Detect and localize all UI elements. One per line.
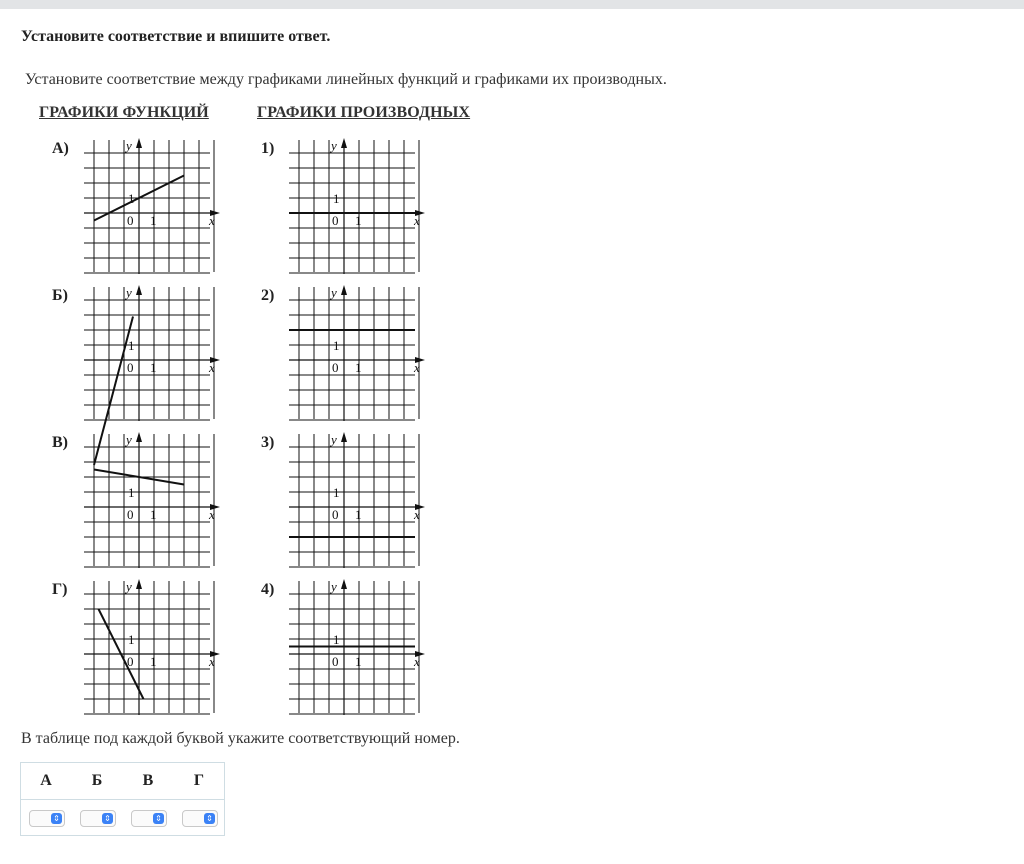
answer-select-v[interactable] [131,810,167,827]
grid [84,434,214,567]
task-title: Установите соответствие и впишите ответ. [21,28,331,45]
y-axis-arrow-icon [341,432,347,442]
derivative-graph-3 [289,432,425,568]
answer-header-g: Г [193,772,205,789]
y-axis-arrow-icon [136,285,142,295]
grid [84,287,214,420]
task-text: Установите соответствие между графиками линейных функций и графиками их производных. [25,71,667,88]
y-tick-label-1: 1 [128,338,135,353]
origin-label: 0 [127,360,134,375]
x-axis-label: x [209,507,215,522]
derivative-label-4: 4) [261,581,275,598]
x-axis-label: x [414,213,420,228]
answer-select-b[interactable] [80,810,116,827]
y-axis-arrow-icon [341,285,347,295]
function-label-g: Г) [52,581,68,598]
y-tick-label-1: 1 [333,632,340,647]
x-tick-label-1: 1 [355,507,362,522]
y-tick-label-1: 1 [128,632,135,647]
y-axis-label: y [331,579,337,594]
x-axis-label: x [209,213,215,228]
derivative-graph-4 [289,579,425,715]
grid [289,140,419,273]
derivative-label-2: 2) [261,287,275,304]
y-axis-arrow-icon [136,579,142,589]
y-axis-arrow-icon [341,579,347,589]
function-graph-v [84,432,220,568]
y-axis-label: y [126,285,132,300]
x-tick-label-1: 1 [355,654,362,669]
origin-label: 0 [332,507,339,522]
origin-label: 0 [127,507,134,522]
y-axis-arrow-icon [136,432,142,442]
top-bar [0,0,1024,9]
function-graph-g [84,579,220,715]
y-tick-label-1: 1 [333,338,340,353]
answer-select-g[interactable] [182,810,218,827]
answer-instructions: В таблице под каждой буквой укажите соответствующий номер. [21,730,460,747]
x-axis-label: x [209,654,215,669]
origin-label: 0 [332,360,339,375]
y-tick-label-1: 1 [333,485,340,500]
grid [84,581,214,714]
x-tick-label-1: 1 [150,654,157,669]
select-arrows-icon: ⇕ [153,813,164,824]
y-axis-label: y [126,579,132,594]
x-tick-label-1: 1 [150,507,157,522]
answer-select-a[interactable] [29,810,65,827]
function-label-a: А) [52,140,69,157]
origin-label: 0 [332,654,339,669]
y-axis-label: y [126,432,132,447]
origin-label: 0 [332,213,339,228]
y-tick-label-1: 1 [333,191,340,206]
y-axis-label: y [331,432,337,447]
answer-header-b: Б [91,772,103,789]
select-arrows-icon: ⇕ [102,813,113,824]
functions-column-header: ГРАФИКИ ФУНКЦИЙ [39,104,209,121]
derivatives-column-header: ГРАФИКИ ПРОИЗВОДНЫХ [257,104,471,121]
derivative-graph-1 [289,138,425,274]
x-tick-label-1: 1 [150,360,157,375]
answer-header-v: В [142,772,154,789]
y-axis-label: y [331,138,337,153]
x-tick-label-1: 1 [355,213,362,228]
x-tick-label-1: 1 [355,360,362,375]
y-tick-label-1: 1 [128,191,135,206]
answer-header-a: А [40,772,52,789]
function-graph-b [84,285,220,421]
function-label-v: В) [52,434,68,451]
y-tick-label-1: 1 [128,485,135,500]
select-arrows-icon: ⇕ [204,813,215,824]
select-arrows-icon: ⇕ [51,813,62,824]
y-axis-arrow-icon [341,138,347,148]
y-axis-label: y [331,285,337,300]
function-graph-a [84,138,220,274]
function-label-b: Б) [52,287,68,304]
derivative-graph-2 [289,285,425,421]
derivative-label-3: 3) [261,434,275,451]
x-axis-label: x [414,360,420,375]
y-axis-label: y [126,138,132,153]
origin-label: 0 [127,654,134,669]
x-tick-label-1: 1 [150,213,157,228]
origin-label: 0 [127,213,134,228]
derivative-label-1: 1) [261,140,275,157]
x-axis-label: x [414,507,420,522]
grid [84,140,214,273]
answer-table [20,762,225,836]
x-axis-label: x [209,360,215,375]
y-axis-arrow-icon [136,138,142,148]
grid [289,287,419,420]
answer-table-header [21,763,224,800]
grid [289,434,419,567]
x-axis-label: x [414,654,420,669]
